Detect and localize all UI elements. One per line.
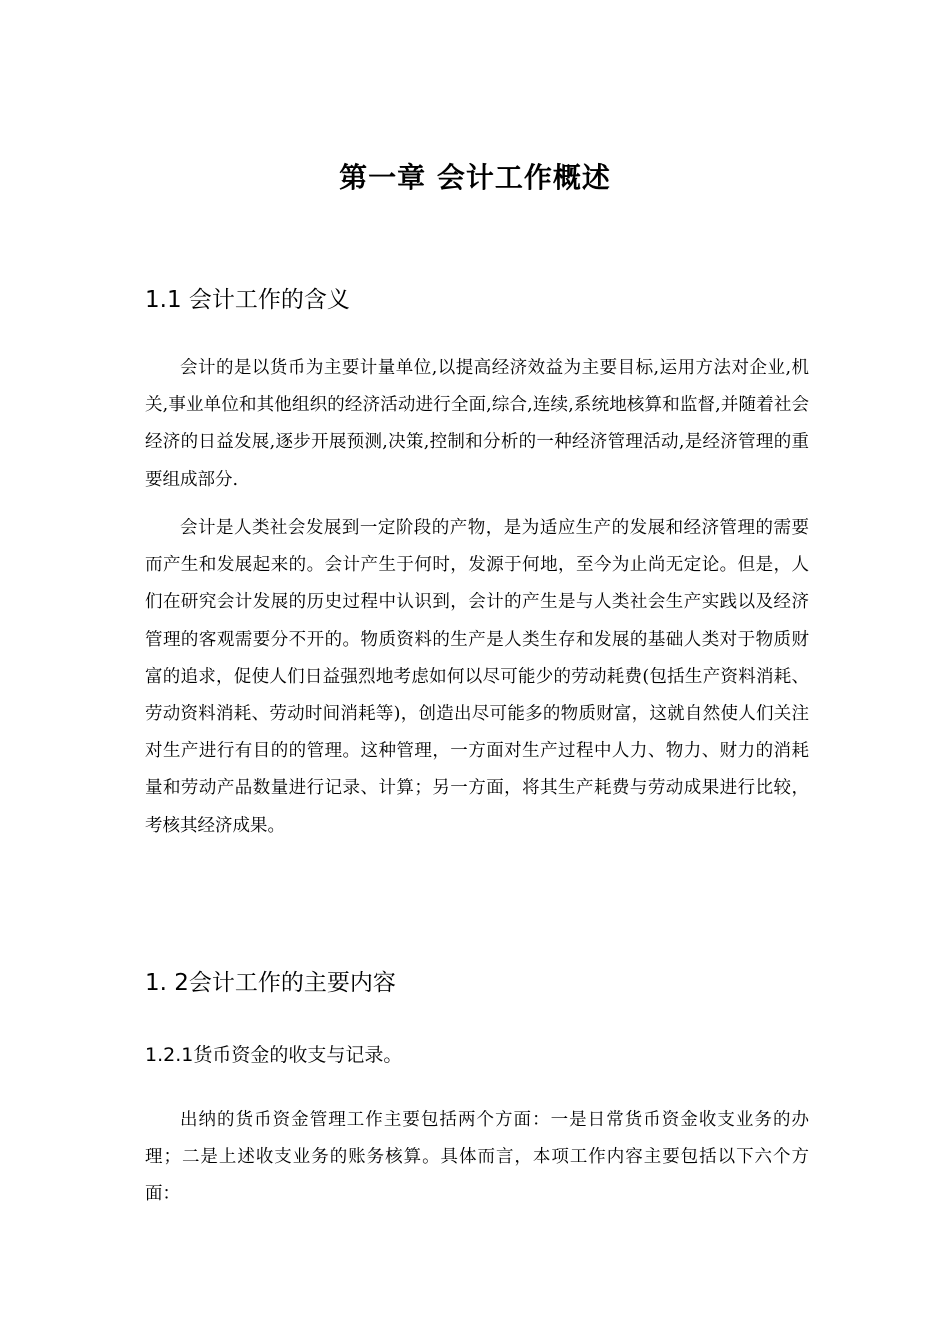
subsection-heading-1-2-1: 1.2.1货币资金的收支与记录。 xyxy=(145,1044,403,1066)
paragraph-accounting-definition: 会计的是以货币为主要计量单位,以提高经济效益为主要目标,运用方法对企业,机关,事业单位和其他组织的经济活动进行全面,综合,连续,系统地核算和监督,并随着社会经济的日益发展,逐步开展预测,决策,控制和分析的一种经济管理活动,是经济管理的重要组成部分. xyxy=(145,358,809,490)
section-heading-1-1: 1.1 会计工作的含义 xyxy=(145,287,350,313)
chapter-title: 第一章 会计工作概述 xyxy=(339,161,611,194)
section-heading-1-2: 1. 2会计工作的主要内容 xyxy=(145,970,396,996)
paragraph-cash-management: 出纳的货币资金管理工作主要包括两个方面：一是日常货币资金收支业务的办理；二是上述收支业务的账务核算。具体而言，本项工作内容主要包括以下六个方面： xyxy=(145,1110,809,1205)
paragraph-accounting-origin: 会计是人类社会发展到一定阶段的产物，是为适应生产的发展和经济管理的需要而产生和发展起来的。会计产生于何时，发源于何地，至今为止尚无定论。但是，人们在研究会计发展的历史过程中认识到，会计的产生是与人类社会生产实践以及经济管理的客观需要分不开的。物质资料的生产是人类生存和发展的基础人类对于物质财富的追求，促使人们日益强烈地考虑如何以尽可能少的劳动耗费(包括生产资料消耗、劳动资料消耗、劳动时间消耗等)，创造出尽可能多的物质财富，这就自然使人们关注对生产进行有目的的管理。这种管理，一方面对生产过程中人力、物力、财力的消耗量和劳动产品数量进行记录、计算；另一方面，将其生产耗费与劳动成果进行比较，考核其经济成果。 xyxy=(145,518,809,836)
